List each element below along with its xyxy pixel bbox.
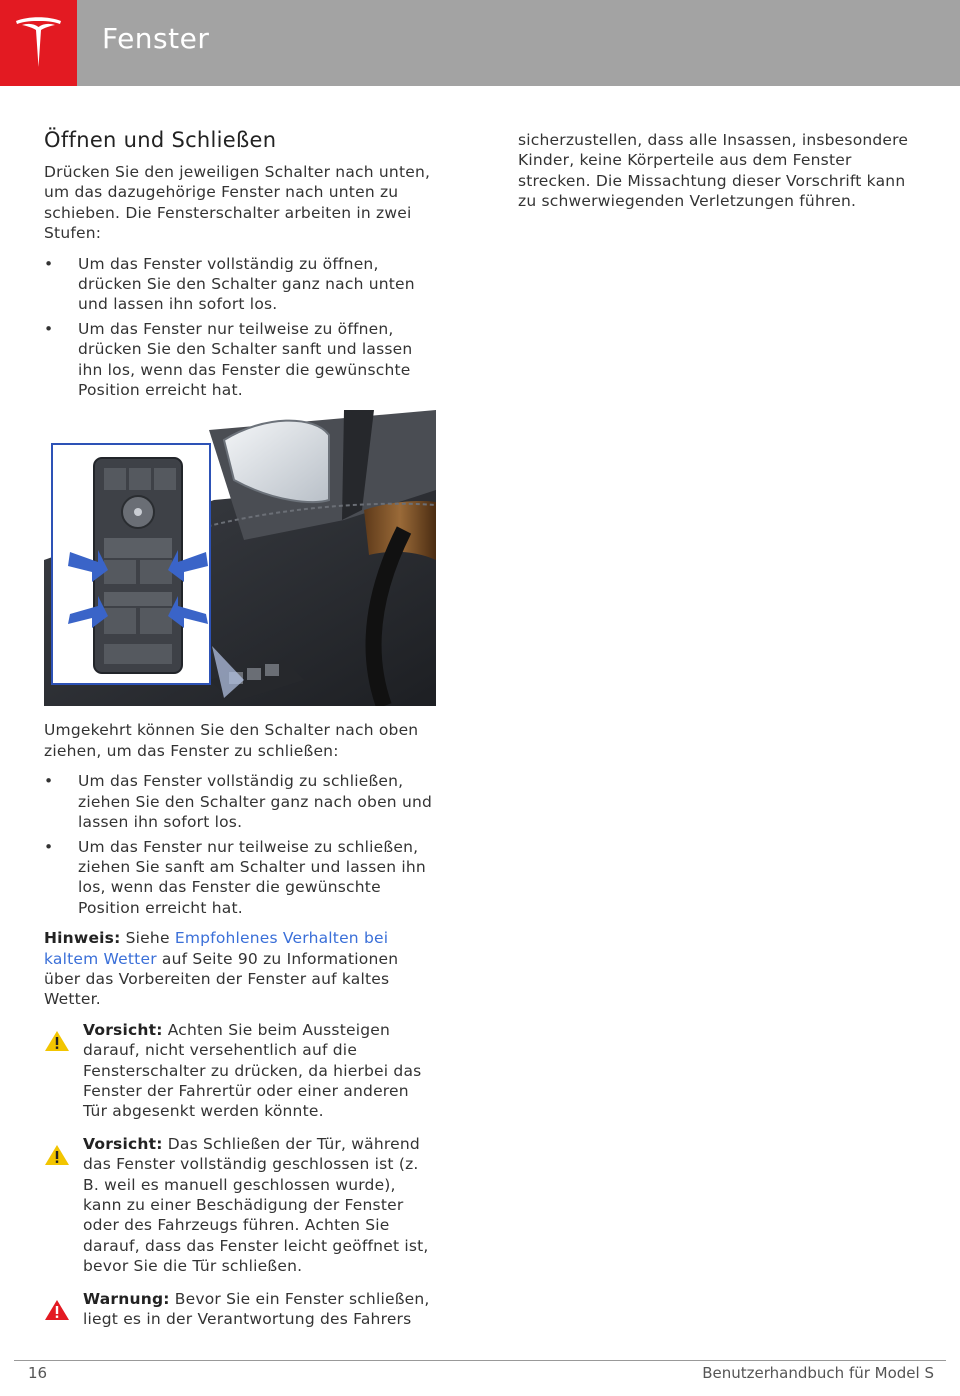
left-column bbox=[44, 128, 436, 1341]
caution-icon bbox=[44, 1144, 70, 1166]
section-heading: Öffnen und Schließen bbox=[44, 128, 277, 152]
right-column bbox=[518, 130, 918, 222]
manual-title: Benutzerhandbuch für Model S bbox=[702, 1364, 934, 1382]
tesla-logo-icon bbox=[14, 17, 63, 69]
close-steps-list bbox=[44, 771, 436, 918]
warning-icon bbox=[44, 1299, 70, 1321]
cold-weather-link[interactable]: Empfohlenes Verhalten bei kaltem Wetter bbox=[44, 929, 389, 968]
footer-divider bbox=[14, 1360, 946, 1361]
brand-logo bbox=[0, 0, 77, 86]
caution-icon bbox=[44, 1030, 70, 1052]
caution-callout: Vorsicht: Achten Sie beim Aussteigen darauf, nicht versehentlich auf die Fensterschalter zu drücken, da hierbei das Fenster der Fahrertür oder einer anderen Tür abgesenkt werden könnte. bbox=[44, 1020, 436, 1122]
window-switch-illustration bbox=[44, 410, 436, 706]
warning-callout: Warnung: Bevor Sie ein Fenster schließen, liegt es in der Verantwortung des Fahrers bbox=[44, 1289, 436, 1330]
close-intro-paragraph: Umgekehrt können Sie den Schalter nach oben ziehen, um das Fenster zu schließen: bbox=[44, 721, 419, 760]
note-paragraph: Hinweis: Siehe Empfohlenes Verhalten bei kaltem Wetter auf Seite 90 zu Informationen über das Vorbereiten der Fenster auf kaltes Wetter. bbox=[44, 929, 399, 1009]
list-item: • Um das Fenster nur teilweise zu schließen, ziehen Sie sanft am Schalter und lassen ihn los, wenn das Fenster die gewünschte Position erreicht hat. bbox=[44, 837, 426, 917]
caution-callout: Vorsicht: Das Schließen der Tür, während das Fenster vollständig geschlossen ist (z. B. weil es manuell geschlossen wurde), kann zu einer Beschädigung der Fenster oder des Fahrzeugs führen. Achten Sie darauf, dass das Fenster leicht geöffnet ist, bevor Sie die Tür schließen. bbox=[44, 1134, 436, 1277]
page-header bbox=[0, 0, 960, 86]
page-title: Fenster bbox=[102, 22, 210, 55]
list-item: • Um das Fenster vollständig zu schließen, ziehen Sie den Schalter ganz nach oben und lassen ihn sofort los. bbox=[44, 772, 433, 832]
intro-paragraph: Drücken Sie den jeweiligen Schalter nach unten, um das dazugehörige Fenster nach unten zu schieben. Die Fensterschalter arbeiten in zwei Stufen: bbox=[44, 163, 431, 243]
open-steps-list bbox=[44, 254, 436, 401]
warning-continued-text: sicherzustellen, dass alle Insassen, insbesondere Kinder, keine Körperteile aus dem Fenster strecken. Die Missachtung dieser Vorschrift kann zu schwerwiegenden Verletzungen führen. bbox=[518, 131, 909, 211]
list-item: • Um das Fenster nur teilweise zu öffnen, drücken Sie den Schalter sanft und lassen ihn los, wenn das Fenster die gewünschte Position erreicht hat. bbox=[44, 319, 413, 400]
note-label: Hinweis: bbox=[44, 929, 121, 948]
list-item: • Um das Fenster vollständig zu öffnen, drücken Sie den Schalter ganz nach unten und lassen ihn sofort los. bbox=[44, 254, 415, 314]
page-number: 16 bbox=[28, 1364, 48, 1382]
